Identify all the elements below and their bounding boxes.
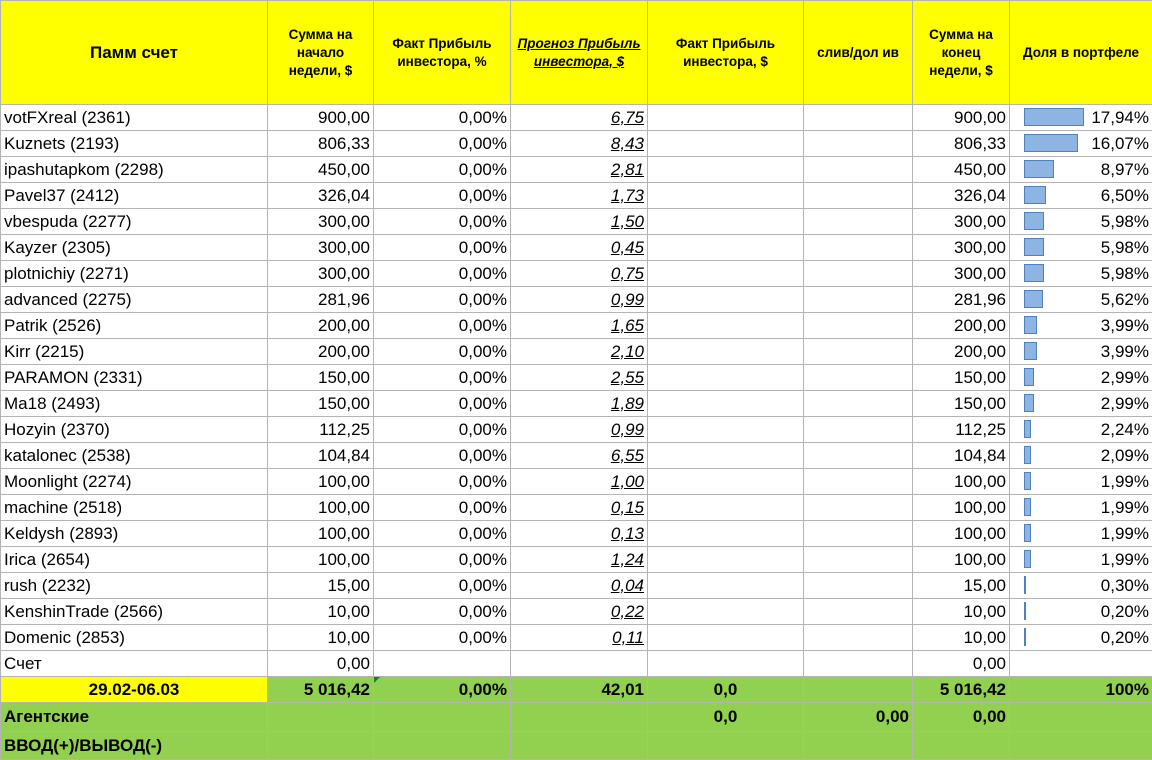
forecast-value: 6,55 [611, 446, 644, 465]
header-row [1, 1, 1152, 105]
cell-share[interactable] [1010, 339, 1152, 365]
cell-drain[interactable] [804, 105, 913, 131]
cell-account-end[interactable]: 0,00 [913, 651, 1010, 677]
cell-fact-usd[interactable] [648, 105, 804, 131]
cell-end-sum[interactable]: 112,25 [913, 417, 1010, 443]
table-row [1, 521, 1152, 547]
cell-fact-pct[interactable]: 0,00% [374, 183, 511, 209]
cell-drain[interactable] [804, 599, 913, 625]
cell-start-sum[interactable]: 100,00 [268, 469, 374, 495]
share-value: 2,99% [1101, 394, 1149, 413]
cell-start-sum[interactable]: 281,96 [268, 287, 374, 313]
cell-share[interactable] [1010, 157, 1152, 183]
forecast-value: 0,45 [611, 238, 644, 257]
share-data-bar [1024, 394, 1034, 412]
cell-account-name[interactable]: Moonlight (2274) [1, 469, 268, 495]
cell-fact-pct[interactable]: 0,00% [374, 417, 511, 443]
cell-account-name[interactable]: Hozyin (2370) [1, 417, 268, 443]
cell-forecast[interactable] [511, 391, 648, 417]
cell-drain[interactable] [804, 443, 913, 469]
share-data-bar [1024, 446, 1031, 464]
cell-account-name[interactable]: votFXreal (2361) [1, 105, 268, 131]
cell-empty[interactable] [374, 651, 511, 677]
cell-drain[interactable] [804, 625, 913, 651]
cell-start-sum[interactable]: 150,00 [268, 391, 374, 417]
cell-empty[interactable] [1010, 651, 1152, 677]
cell-forecast[interactable] [511, 209, 648, 235]
cell-drain[interactable] [804, 547, 913, 573]
cell-account-name[interactable]: machine (2518) [1, 495, 268, 521]
share-value: 8,97% [1101, 160, 1149, 179]
table-row [1, 599, 1152, 625]
forecast-value: 0,04 [611, 576, 644, 595]
cell-share[interactable] [1010, 599, 1152, 625]
cell-end-sum[interactable]: 15,00 [913, 573, 1010, 599]
cell-empty[interactable] [1010, 732, 1152, 760]
cell-end-sum[interactable]: 200,00 [913, 313, 1010, 339]
total-row [1, 677, 1152, 703]
cell-end-sum[interactable]: 450,00 [913, 157, 1010, 183]
cell-forecast[interactable] [511, 521, 648, 547]
cell-forecast[interactable] [511, 443, 648, 469]
cell-share[interactable] [1010, 131, 1152, 157]
cell-account-name[interactable]: Patrik (2526) [1, 313, 268, 339]
deposit-withdraw-row [1, 732, 1152, 760]
share-value: 0,30% [1101, 576, 1149, 595]
cell-empty[interactable] [1010, 703, 1152, 732]
share-data-bar [1024, 108, 1084, 126]
cell-empty[interactable] [268, 732, 374, 760]
cell-fact-usd[interactable] [648, 521, 804, 547]
share-value: 1,99% [1101, 550, 1149, 569]
cell-end-sum[interactable]: 300,00 [913, 235, 1010, 261]
share-data-bar [1024, 212, 1044, 230]
forecast-value: 1,24 [611, 550, 644, 569]
table-row [1, 287, 1152, 313]
cell-end-sum[interactable]: 10,00 [913, 599, 1010, 625]
cell-forecast[interactable] [511, 495, 648, 521]
cell-end-sum[interactable]: 100,00 [913, 469, 1010, 495]
share-value: 1,99% [1101, 472, 1149, 491]
cell-start-sum[interactable]: 300,00 [268, 261, 374, 287]
table-row [1, 209, 1152, 235]
cell-share[interactable] [1010, 365, 1152, 391]
header-fact-profit-pct[interactable]: Факт Прибыль инвестора, % [374, 1, 511, 105]
cell-fact-usd[interactable] [648, 209, 804, 235]
share-value: 0,20% [1101, 602, 1149, 621]
table-row [1, 235, 1152, 261]
cell-drain[interactable] [804, 469, 913, 495]
cell-empty[interactable] [268, 703, 374, 732]
cell-share[interactable] [1010, 521, 1152, 547]
cell-account-label[interactable]: Счет [1, 651, 268, 677]
share-data-bar [1024, 628, 1026, 646]
cell-fact-usd[interactable] [648, 391, 804, 417]
cell-empty[interactable] [913, 732, 1010, 760]
cell-start-sum[interactable]: 300,00 [268, 209, 374, 235]
share-data-bar [1024, 316, 1037, 334]
cell-share[interactable] [1010, 495, 1152, 521]
cell-fact-usd[interactable] [648, 313, 804, 339]
cell-start-sum[interactable]: 300,00 [268, 235, 374, 261]
cell-fact-usd[interactable] [648, 287, 804, 313]
share-value: 2,09% [1101, 446, 1149, 465]
share-data-bar [1024, 498, 1031, 516]
cell-fact-pct[interactable]: 0,00% [374, 573, 511, 599]
share-value: 3,99% [1101, 342, 1149, 361]
cell-fact-usd[interactable] [648, 339, 804, 365]
share-data-bar [1024, 134, 1078, 152]
cell-start-sum[interactable]: 10,00 [268, 625, 374, 651]
forecast-value: 8,43 [611, 134, 644, 153]
cell-fact-usd[interactable] [648, 469, 804, 495]
cell-end-sum[interactable]: 104,84 [913, 443, 1010, 469]
cell-share[interactable] [1010, 443, 1152, 469]
cell-start-sum[interactable]: 112,25 [268, 417, 374, 443]
cell-empty[interactable] [511, 651, 648, 677]
share-data-bar [1024, 186, 1046, 204]
cell-agent-end[interactable]: 0,00 [913, 703, 1010, 732]
share-value: 3,99% [1101, 316, 1149, 335]
cell-drain[interactable] [804, 391, 913, 417]
cell-account-name[interactable]: rush (2232) [1, 573, 268, 599]
share-data-bar [1024, 368, 1034, 386]
cell-total-end[interactable]: 5 016,42 [913, 677, 1010, 703]
cell-fact-usd[interactable] [648, 495, 804, 521]
cell-fact-usd[interactable] [648, 183, 804, 209]
cell-fact-usd[interactable] [648, 547, 804, 573]
cell-share[interactable] [1010, 235, 1152, 261]
cell-empty[interactable] [804, 651, 913, 677]
share-value: 2,24% [1101, 420, 1149, 439]
cell-account-start[interactable]: 0,00 [268, 651, 374, 677]
share-data-bar [1024, 264, 1044, 282]
cell-total-pct[interactable]: 0,00% [374, 677, 511, 703]
cell-fact-usd[interactable] [648, 131, 804, 157]
cell-forecast[interactable] [511, 547, 648, 573]
share-value: 17,94% [1091, 108, 1149, 127]
cell-fact-usd[interactable] [648, 599, 804, 625]
cell-account-name[interactable]: advanced (2275) [1, 287, 268, 313]
cell-period[interactable]: 29.02-06.03 [1, 677, 268, 703]
share-value: 1,99% [1101, 498, 1149, 517]
cell-share[interactable] [1010, 287, 1152, 313]
forecast-value: 2,81 [611, 160, 644, 179]
cell-end-sum[interactable]: 281,96 [913, 287, 1010, 313]
agent-row [1, 703, 1152, 732]
forecast-value: 1,89 [611, 394, 644, 413]
share-data-bar [1024, 524, 1031, 542]
cell-drain[interactable] [804, 287, 913, 313]
cell-fact-pct[interactable]: 0,00% [374, 131, 511, 157]
cell-empty[interactable] [804, 732, 913, 760]
share-value: 2,99% [1101, 368, 1149, 387]
cell-fact-usd[interactable] [648, 625, 804, 651]
table-row [1, 625, 1152, 651]
cell-start-sum[interactable]: 100,00 [268, 495, 374, 521]
cell-total-forecast[interactable]: 42,01 [511, 677, 648, 703]
cell-share[interactable] [1010, 105, 1152, 131]
cell-fact-pct[interactable]: 0,00% [374, 105, 511, 131]
cell-drain[interactable] [804, 209, 913, 235]
forecast-value: 2,10 [611, 342, 644, 361]
share-data-bar [1024, 550, 1031, 568]
cell-fact-pct[interactable]: 0,00% [374, 209, 511, 235]
cell-fact-pct[interactable]: 0,00% [374, 157, 511, 183]
cell-forecast[interactable] [511, 417, 648, 443]
forecast-value: 1,73 [611, 186, 644, 205]
cell-fact-usd[interactable] [648, 235, 804, 261]
forecast-value: 0,11 [612, 628, 644, 647]
forecast-value: 0,99 [611, 420, 644, 439]
cell-start-sum[interactable]: 200,00 [268, 339, 374, 365]
cell-empty[interactable] [804, 677, 913, 703]
cell-fact-pct[interactable]: 0,00% [374, 495, 511, 521]
cell-drain[interactable] [804, 573, 913, 599]
cell-end-sum[interactable]: 10,00 [913, 625, 1010, 651]
table-row [1, 105, 1152, 131]
cell-end-sum[interactable]: 150,00 [913, 365, 1010, 391]
cell-empty[interactable] [374, 703, 511, 732]
cell-forecast[interactable] [511, 573, 648, 599]
table-row [1, 339, 1152, 365]
header-forecast-label: Прогноз Прибыль инвестора, $ [518, 36, 641, 69]
share-data-bar [1024, 342, 1037, 360]
cell-start-sum[interactable]: 200,00 [268, 313, 374, 339]
header-drain[interactable]: слив/дол ив [804, 1, 913, 105]
cell-end-sum[interactable]: 326,04 [913, 183, 1010, 209]
cell-end-sum[interactable]: 100,00 [913, 547, 1010, 573]
table-row [1, 573, 1152, 599]
cell-drain[interactable] [804, 261, 913, 287]
cell-forecast[interactable] [511, 339, 648, 365]
share-value: 6,50% [1101, 186, 1149, 205]
forecast-value: 2,55 [611, 368, 644, 387]
cell-forecast[interactable] [511, 183, 648, 209]
cell-fact-usd[interactable] [648, 261, 804, 287]
forecast-value: 6,75 [611, 108, 644, 127]
share-value: 1,99% [1101, 524, 1149, 543]
cell-fact-pct[interactable]: 0,00% [374, 287, 511, 313]
share-data-bar [1024, 602, 1026, 620]
cell-empty[interactable] [648, 732, 804, 760]
cell-end-sum[interactable]: 300,00 [913, 209, 1010, 235]
cell-fact-pct[interactable]: 0,00% [374, 547, 511, 573]
cell-share[interactable] [1010, 573, 1152, 599]
account-row [1, 651, 1152, 677]
table-row [1, 417, 1152, 443]
cell-account-name[interactable]: Pavel37 (2412) [1, 183, 268, 209]
table-row [1, 547, 1152, 573]
cell-forecast[interactable] [511, 625, 648, 651]
table-row [1, 313, 1152, 339]
cell-start-sum[interactable]: 150,00 [268, 365, 374, 391]
header-forecast-profit[interactable] [511, 1, 648, 105]
cell-start-sum[interactable]: 10,00 [268, 599, 374, 625]
cell-end-sum[interactable]: 200,00 [913, 339, 1010, 365]
forecast-value: 1,65 [611, 316, 644, 335]
cell-start-sum[interactable]: 450,00 [268, 157, 374, 183]
cell-share[interactable] [1010, 625, 1152, 651]
cell-forecast[interactable] [511, 599, 648, 625]
cell-fact-pct[interactable]: 0,00% [374, 261, 511, 287]
cell-share[interactable] [1010, 391, 1152, 417]
cell-end-sum[interactable]: 900,00 [913, 105, 1010, 131]
cell-drain[interactable] [804, 365, 913, 391]
cell-share[interactable] [1010, 547, 1152, 573]
cell-account-name[interactable]: KenshinTrade (2566) [1, 599, 268, 625]
header-fact-profit-usd[interactable]: Факт Прибыль инвестора, $ [648, 1, 804, 105]
cell-empty[interactable] [648, 651, 804, 677]
table-body [1, 105, 1152, 760]
cell-empty[interactable] [511, 732, 648, 760]
forecast-value: 1,50 [611, 212, 644, 231]
cell-account-name[interactable]: Ma18 (2493) [1, 391, 268, 417]
cell-start-sum[interactable]: 100,00 [268, 547, 374, 573]
cell-account-name[interactable]: Kuznets (2193) [1, 131, 268, 157]
cell-fact-pct[interactable]: 0,00% [374, 235, 511, 261]
cell-drain[interactable] [804, 131, 913, 157]
cell-drain[interactable] [804, 521, 913, 547]
cell-fact-usd[interactable] [648, 573, 804, 599]
cell-drain[interactable] [804, 495, 913, 521]
cell-end-sum[interactable]: 100,00 [913, 495, 1010, 521]
cell-forecast[interactable] [511, 261, 648, 287]
cell-drain[interactable] [804, 235, 913, 261]
header-end-sum[interactable]: Сумма на конец недели, $ [913, 1, 1010, 105]
cell-forecast[interactable] [511, 469, 648, 495]
forecast-value: 0,15 [611, 498, 644, 517]
cell-forecast[interactable] [511, 157, 648, 183]
cell-end-sum[interactable]: 150,00 [913, 391, 1010, 417]
cell-account-name[interactable]: Domenic (2853) [1, 625, 268, 651]
cell-start-sum[interactable]: 806,33 [268, 131, 374, 157]
cell-start-sum[interactable]: 104,84 [268, 443, 374, 469]
header-start-sum[interactable]: Сумма на начало недели, $ [268, 1, 374, 105]
cell-forecast[interactable] [511, 131, 648, 157]
cell-account-name[interactable]: Keldysh (2893) [1, 521, 268, 547]
cell-fact-pct[interactable]: 0,00% [374, 625, 511, 651]
forecast-value: 0,13 [611, 524, 644, 543]
cell-fact-pct[interactable]: 0,00% [374, 599, 511, 625]
cell-share[interactable] [1010, 183, 1152, 209]
cell-start-sum[interactable]: 326,04 [268, 183, 374, 209]
share-data-bar [1024, 420, 1031, 438]
table-row [1, 469, 1152, 495]
cell-share[interactable] [1010, 261, 1152, 287]
cell-fact-pct[interactable]: 0,00% [374, 443, 511, 469]
forecast-value: 0,22 [611, 602, 644, 621]
cell-share[interactable] [1010, 313, 1152, 339]
cell-deposit-label[interactable]: ВВОД(+)/ВЫВОД(-) [1, 732, 268, 760]
cell-share[interactable] [1010, 209, 1152, 235]
share-data-bar [1024, 160, 1054, 178]
cell-fact-pct[interactable]: 0,00% [374, 365, 511, 391]
share-value: 5,62% [1101, 290, 1149, 309]
forecast-value: 1,00 [611, 472, 644, 491]
cell-fact-pct[interactable]: 0,00% [374, 521, 511, 547]
table-row [1, 183, 1152, 209]
share-value: 16,07% [1091, 134, 1149, 153]
share-value: 5,98% [1101, 264, 1149, 283]
cell-share[interactable] [1010, 417, 1152, 443]
share-data-bar [1024, 472, 1031, 490]
cell-forecast[interactable] [511, 287, 648, 313]
cell-fact-usd[interactable] [648, 443, 804, 469]
table-row [1, 157, 1152, 183]
cell-fact-pct[interactable]: 0,00% [374, 313, 511, 339]
table-row [1, 365, 1152, 391]
share-data-bar [1024, 238, 1044, 256]
cell-fact-pct[interactable]: 0,00% [374, 339, 511, 365]
share-data-bar [1024, 576, 1026, 594]
cell-agent-label[interactable]: Агентские [1, 703, 268, 732]
cell-fact-pct[interactable]: 0,00% [374, 391, 511, 417]
cell-forecast[interactable] [511, 105, 648, 131]
cell-forecast[interactable] [511, 313, 648, 339]
cell-fact-pct[interactable]: 0,00% [374, 469, 511, 495]
cell-total-fact-usd[interactable]: 0,0 [648, 677, 804, 703]
cell-account-name[interactable]: vbespuda (2277) [1, 209, 268, 235]
cell-start-sum[interactable]: 900,00 [268, 105, 374, 131]
cell-end-sum[interactable]: 100,00 [913, 521, 1010, 547]
cell-account-name[interactable]: Kirr (2215) [1, 339, 268, 365]
cell-drain[interactable] [804, 183, 913, 209]
table-row [1, 391, 1152, 417]
cell-empty[interactable] [511, 703, 648, 732]
cell-end-sum[interactable]: 300,00 [913, 261, 1010, 287]
share-value: 5,98% [1101, 212, 1149, 231]
cell-drain[interactable] [804, 313, 913, 339]
table-row [1, 261, 1152, 287]
cell-account-name[interactable]: katalonec (2538) [1, 443, 268, 469]
cell-fact-usd[interactable] [648, 365, 804, 391]
cell-account-name[interactable]: plotnichiy (2271) [1, 261, 268, 287]
cell-start-sum[interactable]: 100,00 [268, 521, 374, 547]
forecast-value: 0,99 [611, 290, 644, 309]
header-portfolio-share[interactable]: Доля в портфеле [1010, 1, 1152, 105]
cell-total-share[interactable]: 100% [1010, 677, 1152, 703]
cell-account-name[interactable]: PARAMON (2331) [1, 365, 268, 391]
header-account[interactable]: Памм счет [1, 1, 268, 105]
cell-fact-usd[interactable] [648, 157, 804, 183]
cell-empty[interactable] [374, 732, 511, 760]
cell-total-start[interactable]: 5 016,42 [268, 677, 374, 703]
forecast-value: 0,75 [611, 264, 644, 283]
cell-end-sum[interactable]: 806,33 [913, 131, 1010, 157]
cell-forecast[interactable] [511, 365, 648, 391]
table-row [1, 443, 1152, 469]
cell-start-sum[interactable]: 15,00 [268, 573, 374, 599]
cell-agent-fact-usd[interactable]: 0,0 [648, 703, 804, 732]
share-value: 0,20% [1101, 628, 1149, 647]
cell-share[interactable] [1010, 469, 1152, 495]
share-value: 5,98% [1101, 238, 1149, 257]
share-data-bar [1024, 290, 1043, 308]
cell-drain[interactable] [804, 417, 913, 443]
cell-fact-usd[interactable] [648, 417, 804, 443]
cell-drain[interactable] [804, 339, 913, 365]
cell-account-name[interactable]: Irica (2654) [1, 547, 268, 573]
cell-drain[interactable] [804, 157, 913, 183]
cell-account-name[interactable]: ipashutapkom (2298) [1, 157, 268, 183]
cell-forecast[interactable] [511, 235, 648, 261]
cell-account-name[interactable]: Kayzer (2305) [1, 235, 268, 261]
cell-agent-drain[interactable]: 0,00 [804, 703, 913, 732]
table-row [1, 131, 1152, 157]
table-row [1, 495, 1152, 521]
